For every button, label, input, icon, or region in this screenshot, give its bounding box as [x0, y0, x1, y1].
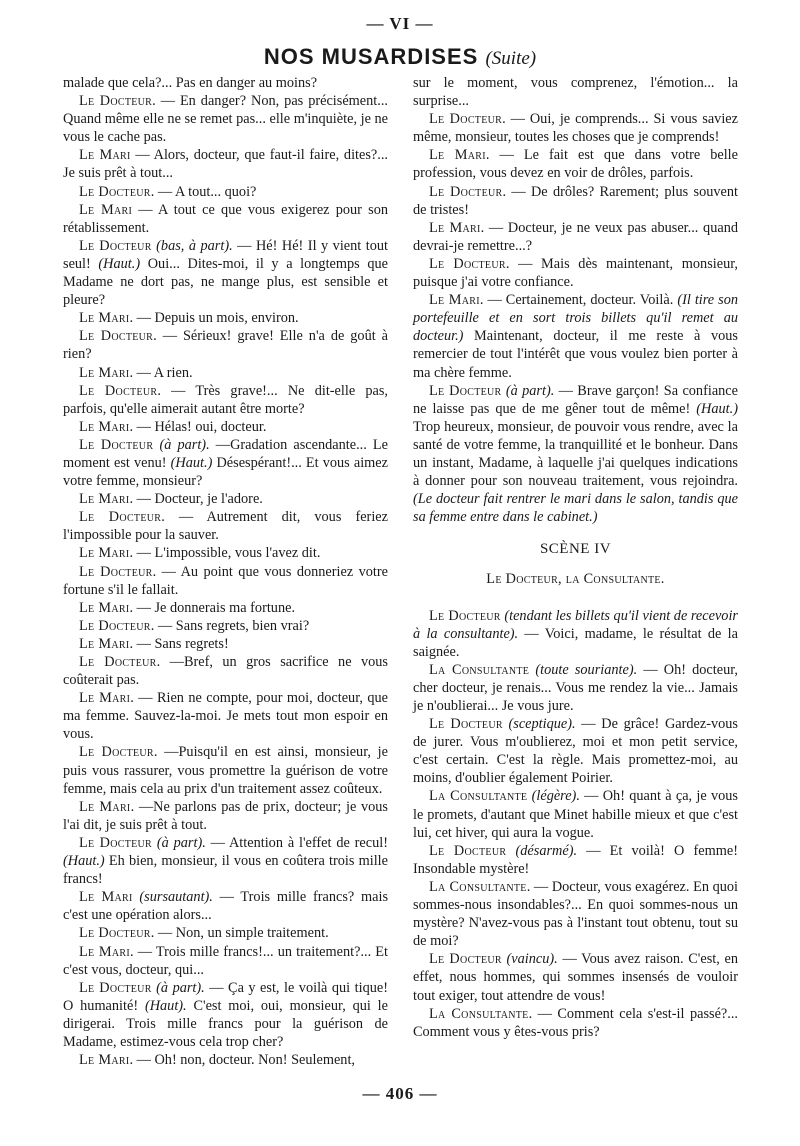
paragraph: Le Docteur. — Au point que vous donneriez votre fortune s'il le fallait. [63, 563, 388, 598]
paragraph: Le Docteur (vaincu). — Vous avez raison. C'est, en effet, nous hommes, qui sommes insensés de vouloir tout exiger, tout attendre de vous! [413, 951, 738, 1004]
paragraph: Le Docteur. — Mais dès maintenant, monsieur, puisque j'ai votre confiance. [413, 255, 738, 291]
speaker-docteur: Le Docteur [79, 744, 154, 761]
speaker-docteur: Le Docteur [79, 925, 151, 942]
speaker-mari: Le Mari [429, 292, 480, 309]
stage-direction: (Haut.) [170, 454, 213, 471]
speaker-docteur: Le Docteur [429, 716, 503, 733]
page-number: — 406 — [362, 1084, 438, 1103]
stage-direction: (sursautant). [139, 889, 213, 906]
paragraph: Le Docteur (à part). — Ça y est, le voilà qui tique! O humanité! (Haut). C'est moi, oui, monsieur, qui le dirigerai. Trois mille francs pour la guérison de Madame, estimez-vous cela trop cher? [63, 979, 389, 1050]
stage-direction: (vaincu). [506, 951, 558, 968]
speaker-consultante: La Consultante [429, 1005, 529, 1022]
paragraph: Le Mari — Alors, docteur, que faut-il faire, dites?... Je suis prêt à tout... [63, 147, 388, 182]
paragraph: Le Mari (sursautant). — Trois mille francs? mais c'est une opération alors... [63, 889, 389, 924]
stage-direction: (Le docteur fait rentrer le mari dans le salon, tandis que sa femme entre dans le cabinet.) [413, 491, 738, 526]
paragraph: Le Docteur (à part). — Attention à l'effet de recul! (Haut.) Eh bien, monsieur, il vous en coûtera trois mille francs! [63, 834, 388, 888]
paragraph: Le Docteur (à part). —Gradation ascendante... Le moment est venu! (Haut.) Désespérant!... Et vous aimez votre femme, monsieur? [63, 436, 389, 490]
speaker-mari: Le Mari [79, 635, 130, 652]
stage-direction: (Haut). [144, 997, 187, 1014]
stage-direction: (Haut.) [696, 400, 738, 417]
roman-page-number: — VI — [366, 14, 434, 33]
paragraph: Le Docteur. — De drôles? Rarement; plus souvent de tristes! [413, 183, 739, 218]
paragraph: Le Docteur. — Oui, je comprends... Si vous saviez même, monsieur, toutes les choses que je comprends! [413, 111, 738, 146]
paragraph: Le Docteur (désarmé). — Et voilà! O femme! Insondable mystère! [413, 842, 738, 877]
stage-direction: (Haut.) [63, 853, 105, 870]
speaker-consultante: La Consultante [429, 788, 528, 805]
paragraph: Le Mari. — Docteur, je ne veux pas abuser... quand devrai-je remettre...? [413, 219, 738, 254]
paragraph: La Consultante. — Comment cela s'est-il passé?... Comment vous y êtes-vous pris? [413, 1005, 738, 1040]
speaker-docteur: Le Docteur [429, 111, 503, 128]
speaker-mari: Le Mari [79, 418, 130, 435]
paragraph: Le Docteur (sceptique). — De grâce! Gardez-vous de jurer. Vous m'oublierez, moi et mon petit service, c'est certain. C'est la règle. Mais promettez-moi, au moins, d'oublier également Poirier. [413, 716, 738, 787]
paragraph: Le Mari. — Trois mille francs!... un traitement?... Et c'est vous, docteur, qui... [63, 943, 389, 978]
speaker-mari: Le Mari [79, 943, 131, 960]
stage-direction: (à part). [159, 436, 210, 453]
scene-heading: SCÈNE IV [539, 541, 612, 558]
paragraph: Le Docteur. — Autrement dit, vous feriez l'impossible pour la sauver. [63, 509, 388, 544]
speaker-consultante: La Consultante [429, 661, 530, 678]
speaker-mari: Le Mari [79, 1052, 130, 1069]
speaker-docteur: Le Docteur [79, 436, 154, 453]
left-column [63, 74, 388, 1069]
speaker-mari: Le Mari [79, 310, 130, 327]
speaker-mari: Le Mari [79, 599, 130, 616]
speaker-docteur: Le Docteur [429, 842, 507, 859]
stage-direction: (tendant les billets qu'il vient de recevoir à la consultante). [413, 607, 738, 642]
speaker-mari: Le Mari [79, 690, 131, 707]
speaker-docteur: Le Docteur [429, 183, 503, 200]
paragraph: Le Mari. — Docteur, je l'adore. [79, 491, 263, 508]
speaker-docteur: Le Docteur [79, 237, 152, 254]
paragraph: Le Docteur. —Bref, un gros sacrifice ne vous coûterait pas. [63, 654, 389, 689]
stage-direction: (à part). [156, 979, 205, 996]
stage-direction: (Il tire son portefeuille et en sort trois billets qu'il remet au docteur.) [413, 292, 739, 345]
speaker-docteur: Le Docteur [79, 979, 152, 996]
stage-direction: (désarmé). [515, 842, 578, 859]
paragraph: Le Docteur. — Très grave!... Ne dit-elle pas, parfois, qu'elle aimerait autant être morte? [63, 382, 388, 417]
speaker-docteur: Le Docteur [79, 328, 154, 345]
paragraph: Le Mari. —Ne parlons pas de prix, docteur; je vous l'ai dit, je suis prêt à tout. [63, 798, 388, 833]
paragraph: Le Docteur. — Sérieux! grave! Elle n'a de goût à rien? [63, 328, 388, 363]
paragraph: Le Docteur (à part). — Brave garçon! Sa confiance ne laisse pas que de me gêner tout de même! (Haut.) Trop heureux, monsieur, de pouvoir vous rendre, avec la santé de votre femme, la tranquillité et le bonheur. Dans un instant, Madame, à laquelle j'ai quelques indications à donner pour son nouveau traitement, vous rejoindra. (Le docteur fait rentrer le mari dans le salon, tandis que sa femme entre dans le cabinet.) [413, 382, 739, 526]
paragraph: Le Docteur. —Puisqu'il en est ainsi, monsieur, je puis vous rassurer, vous promettre la guérison de votre femme, mais cela au prix d'un traitement assez coûteux. [63, 744, 388, 797]
stage-direction: (sceptique). [508, 716, 576, 733]
right-column [413, 74, 738, 1041]
speaker-mari: Le Mari [79, 147, 131, 164]
paragraph: Le Docteur (tendant les billets qu'il vient de recevoir à la consultante). — Voici, madame, le résultat de la saignée. [413, 607, 738, 660]
paragraph: Le Mari — A tout ce que vous exigerez pour son rétablissement. [63, 201, 388, 236]
paragraph: Le Mari. — Je donnerais ma fortune. [79, 599, 296, 616]
speaker-docteur: Le Docteur [79, 509, 162, 526]
speaker-docteur: Le Docteur [79, 617, 151, 634]
speaker-docteur: Le Docteur [79, 654, 157, 670]
stage-direction: (bas, à part). [156, 237, 233, 254]
paragraph: Le Docteur. — Non, un simple traitement. [79, 925, 329, 942]
stage-direction: (toute souriante). [535, 661, 638, 678]
speaker-docteur: Le Docteur [79, 834, 153, 851]
speaker-docteur: Le Docteur [429, 255, 506, 272]
paragraph: Le Mari. — Oh! non, docteur. Non! Seulement, [79, 1052, 355, 1069]
paragraph: Le Docteur. — A tout... quoi? [79, 183, 257, 200]
paragraph: Le Mari. — L'impossible, vous l'avez dit. [79, 545, 321, 562]
speaker-docteur: Le Docteur [429, 951, 502, 968]
paragraph: Le Mari. — Le fait est que dans votre belle profession, vous devez en voir de drôles, parfois. [413, 147, 738, 182]
paragraph: Le Mari. — Hélas! oui, docteur. [79, 418, 267, 435]
paragraph: Le Mari. — Depuis un mois, environ. [79, 310, 299, 327]
speaker-mari: Le Mari [79, 364, 130, 381]
speaker-docteur: Le Docteur [79, 563, 153, 580]
speaker-mari: Le Mari [79, 491, 130, 508]
speaker-docteur: Le Docteur [429, 607, 501, 624]
scene-cast: Le Docteur, la Consultante. [486, 571, 665, 588]
title-text: NOS MUSARDISES [263, 44, 479, 69]
speaker-mari: Le Mari [79, 201, 133, 218]
paragraph: Le Mari. — Sans regrets! [79, 635, 229, 652]
speaker-mari: Le Mari [429, 147, 486, 164]
paragraph: Le Mari. — A rien. [79, 364, 193, 381]
speaker-mari: Le Mari [79, 798, 131, 815]
speaker-docteur: Le Docteur [79, 93, 153, 110]
speaker-docteur: Le Docteur [79, 382, 158, 399]
paragraph: sur le moment, vous comprenez, l'émotion... la surprise... [413, 75, 738, 110]
speaker-docteur: Le Docteur [429, 382, 502, 399]
stage-direction: (légère). [531, 788, 580, 805]
paragraph: La Consultante (toute souriante). — Oh! docteur, cher docteur, je renais... Vous me rendez la vie... Jamais je n'oublierai... Je vous jure. [413, 661, 738, 714]
paragraph: La Consultante (légère). — Oh! quant à ça, je vous le promets, d'autant que Minet habille mieux et que c'est lui, cet hiver, qui aura la vogue. [413, 788, 738, 841]
speaker-mari: Le Mari [79, 889, 133, 906]
paragraph: La Consultante. — Docteur, vous exagérez. En quoi sommes-nous insondables?... En quoi sommes-nous un mystère? N'avez-vous pas à l'instant tout obtenu, tout su de moi? [413, 878, 739, 950]
speaker-mari: Le Mari [429, 219, 481, 236]
stage-direction: (à part). [156, 834, 206, 851]
paragraph: Le Docteur. — Sans regrets, bien vrai? [79, 617, 310, 634]
paragraph: Le Mari. — Certainement, docteur. Voilà. (Il tire son portefeuille et en sort trois billets qu'il remet au docteur.) Maintenant, docteur, il me reste à vous remercier de tout l'intérêt que vous voulez bien porter à ma chère femme. [413, 292, 739, 381]
speaker-consultante: La Consultante [429, 878, 527, 895]
speaker-mari: Le Mari [79, 545, 130, 562]
stage-direction: (à part). [505, 382, 555, 399]
page-title [0, 44, 800, 70]
paragraph: malade que cela?... Pas en danger au moins? [63, 75, 318, 91]
paragraph: Le Mari. — Rien ne compte, pour moi, docteur, que ma femme. Sauvez-la-moi. Je mets tout mon espoir en vous. [63, 690, 388, 743]
speaker-docteur: Le Docteur [79, 183, 151, 200]
title-suffix: (Suite) [485, 48, 537, 69]
paragraph: Le Docteur (bas, à part). — Hé! Hé! Il y vient tout seul! (Haut.) Oui... Dites-moi, il y a longtemps que Madame ne dort pas, ne mange plus, est sensible et pleure? [63, 237, 388, 309]
paragraph: Le Docteur. — En danger? Non, pas précisément... Quand même elle ne se remet pas... elle m'inquiète, je ne vous le cache pas. [63, 93, 388, 146]
stage-direction: (Haut.) [98, 255, 141, 272]
